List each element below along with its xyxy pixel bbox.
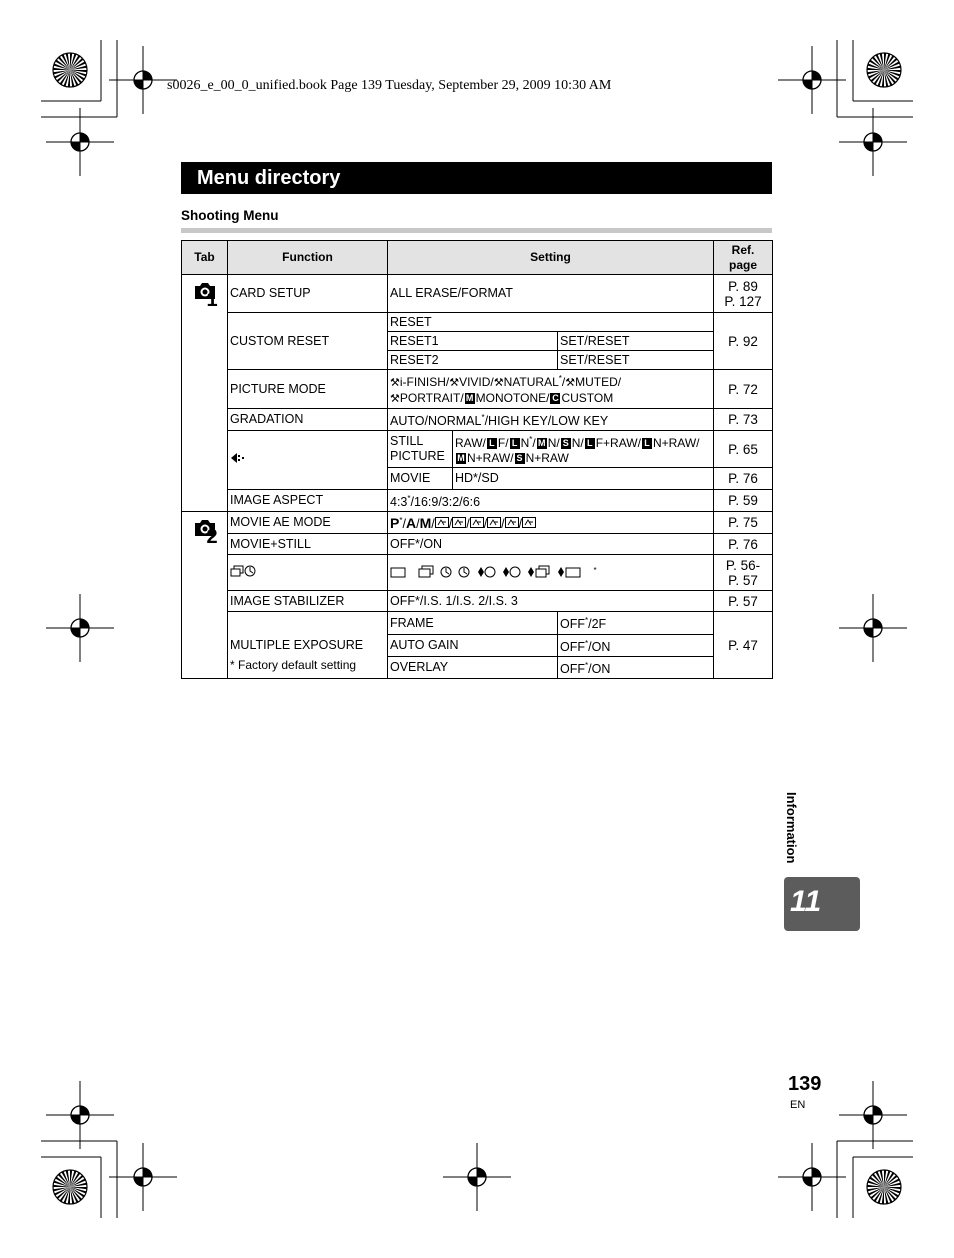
chapter-number: 11	[790, 885, 822, 918]
large-badge: L	[585, 438, 595, 449]
setting-drive-mode: *	[388, 555, 714, 591]
page-number: 139	[788, 1073, 822, 1095]
ref-image-aspect: P. 59	[714, 490, 773, 512]
monotone-badge: M	[465, 393, 474, 404]
self-timer-icon	[244, 566, 256, 580]
section-subtitle: Shooting Menu	[181, 208, 279, 223]
art-filter-icons: / / / / /	[435, 517, 536, 531]
function-gradation: GRADATION	[228, 409, 388, 431]
setting-auto-gain: AUTO GAIN	[388, 634, 558, 656]
value-reset2: SET/RESET	[558, 351, 714, 370]
setting-picture-mode: ⚒i-FINISH/⚒VIVID/⚒NATURAL*/⚒MUTED/ ⚒PORTRAIT/ M MONOTONE/ C CUSTOM	[388, 370, 714, 409]
title-bar	[181, 162, 772, 194]
table-row	[182, 534, 773, 555]
header-tab: Tab	[182, 241, 228, 275]
ref-card-setup: P. 89 P. 127	[714, 275, 773, 313]
ref-movie: P. 76	[714, 468, 773, 490]
art-filter-icon	[487, 517, 501, 528]
footnote: * Factory default setting	[230, 658, 357, 672]
menu-table	[181, 240, 773, 679]
function-movie-ae-mode: MOVIE AE MODE	[228, 512, 388, 534]
large-badge: L	[487, 438, 497, 449]
art-filter-icon	[505, 517, 519, 528]
large-badge: L	[510, 438, 520, 449]
setting-image-stabilizer: OFF*/I.S. 1/I.S. 2/I.S. 3	[388, 591, 714, 612]
value-frame: OFF*/2F	[558, 612, 714, 634]
table-row	[182, 555, 773, 591]
middle-badge: M	[537, 438, 546, 449]
picture-mode-icon: ⚒	[493, 377, 504, 389]
value-auto-gain: OFF*/ON	[558, 634, 714, 656]
setting-movie-still: OFF*/ON	[388, 534, 714, 555]
tab-shooting-menu-1	[182, 275, 228, 512]
setting-movie-ae-mode: P*/A/M/ / / / / /	[388, 512, 714, 534]
drive-mode-icons	[390, 565, 590, 579]
setting-reset: RESET	[388, 313, 714, 332]
middle-badge: M	[457, 453, 465, 464]
art-filter-icon	[470, 517, 484, 528]
ref-movie-ae-mode: P. 75	[714, 512, 773, 534]
table-row	[182, 409, 773, 431]
table-row	[182, 275, 773, 313]
custom-badge: C	[552, 393, 559, 404]
setting-overlay: OVERLAY	[388, 656, 558, 678]
art-filter-icon	[435, 517, 449, 528]
picture-mode-icon: ⚒	[390, 393, 400, 405]
table-row	[182, 313, 773, 332]
setting-frame: FRAME	[388, 612, 558, 634]
ref-movie-still: P. 76	[714, 534, 773, 555]
table-header-row	[182, 241, 773, 275]
record-quality-icon	[230, 453, 248, 467]
small-badge: S	[516, 453, 523, 464]
table-row	[182, 431, 773, 468]
header-setting: Setting	[388, 241, 714, 275]
setting-image-aspect: 4:3*/16:9/3:2/6:6	[388, 490, 714, 512]
picture-mode-icon: ⚒	[449, 377, 460, 389]
subtitle-rule	[181, 228, 772, 233]
ref-custom-reset: P. 92	[714, 313, 773, 370]
setting-card-setup: ALL ERASE/FORMAT	[388, 275, 714, 313]
function-multiple-exposure: MULTIPLE EXPOSURE	[228, 612, 388, 678]
page-title: Menu directory	[197, 167, 341, 189]
sequential-shooting-icon	[230, 566, 244, 580]
setting-still-picture: STILL PICTURE	[388, 431, 453, 468]
small-badge: S	[562, 438, 569, 449]
value-still-picture: RAW/ L F/ L N*/ M N/ S N/ L F+RAW/ L N+RAW/ M N+RAW/ S N+RAW	[453, 431, 714, 468]
value-overlay: OFF*/ON	[558, 656, 714, 678]
art-filter-icon	[522, 517, 536, 528]
setting-gradation: AUTO/NORMAL*/HIGH KEY/LOW KEY	[388, 409, 714, 431]
function-image-aspect: IMAGE ASPECT	[228, 490, 388, 512]
table-row	[182, 490, 773, 512]
setting-reset2: RESET2	[388, 351, 558, 370]
camera-1-icon: 1	[190, 281, 220, 313]
function-drive-mode	[228, 555, 388, 591]
ref-image-stabilizer: P. 57	[714, 591, 773, 612]
print-header: s0026_e_00_0_unified.book Page 139 Tuesday, September 29, 2009 10:30 AM	[167, 78, 612, 93]
ref-drive-mode: P. 56- P. 57	[714, 555, 773, 591]
setting-movie: MOVIE	[388, 468, 453, 490]
header-ref-page: Ref. page	[714, 241, 773, 275]
tab-shooting-menu-2	[182, 512, 228, 679]
function-record-quality	[228, 431, 388, 490]
table-row	[182, 370, 773, 409]
ref-gradation: P. 73	[714, 409, 773, 431]
function-card-setup: CARD SETUP	[228, 275, 388, 313]
setting-reset1: RESET1	[388, 332, 558, 351]
ref-multiple-exposure: P. 47	[714, 612, 773, 678]
art-filter-icon	[452, 517, 466, 528]
function-picture-mode: PICTURE MODE	[228, 370, 388, 409]
header-function: Function	[228, 241, 388, 275]
section-side-label: Information	[784, 792, 799, 864]
chapter-tab	[784, 877, 860, 931]
table-row	[182, 612, 773, 634]
table-row	[182, 512, 773, 534]
value-movie: HD*/SD	[453, 468, 714, 490]
camera-2-icon: 2	[190, 518, 220, 550]
function-movie-still: MOVIE+STILL	[228, 534, 388, 555]
ref-picture-mode: P. 72	[714, 370, 773, 409]
picture-mode-icon: ⚒	[565, 377, 576, 389]
picture-mode-icon: ⚒	[390, 377, 400, 389]
function-image-stabilizer: IMAGE STABILIZER	[228, 591, 388, 612]
function-custom-reset: CUSTOM RESET	[228, 313, 388, 370]
large-badge: L	[642, 438, 652, 449]
table-row	[182, 591, 773, 612]
ref-still-picture: P. 65	[714, 431, 773, 468]
value-reset1: SET/RESET	[558, 332, 714, 351]
page-language: EN	[790, 1099, 806, 1111]
